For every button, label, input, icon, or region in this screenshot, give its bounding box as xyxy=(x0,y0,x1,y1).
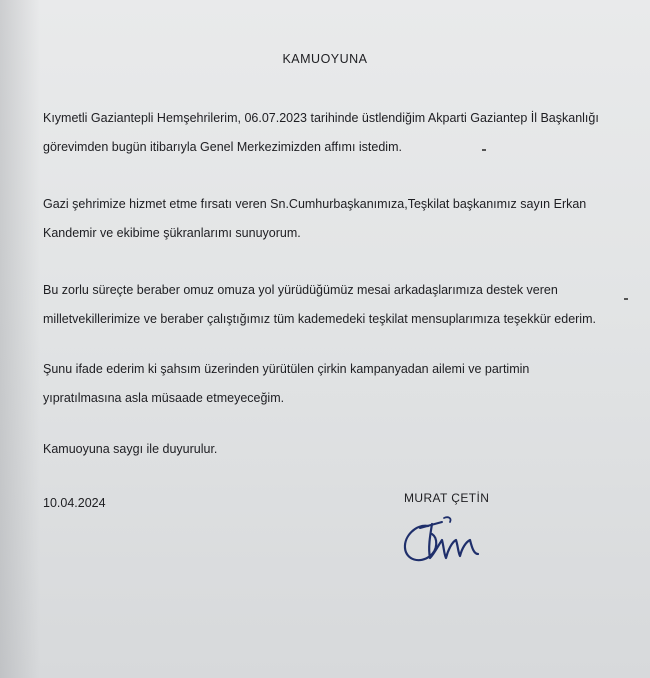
page-shadow xyxy=(0,0,40,678)
paragraph-line: Bu zorlu süreçte beraber omuz omuza yol yürüdüğümüz mesai arkadaşlarımıza destek veren xyxy=(43,283,558,297)
paragraph-line: yıpratılmasına asla müsaade etmeyeceğim. xyxy=(43,391,285,405)
paragraph-line: milletvekillerimize ve beraber çalıştığımız tüm kademedeki teşkilat mensuplarımıza teşekkür ederim. xyxy=(43,312,596,326)
stray-mark xyxy=(482,149,486,151)
paragraph-line: Kıymetli Gaziantepli Hemşehrilerim, 06.07.2023 tarihinde üstlendiğim Akparti Gaziantep İl Başkanlığı xyxy=(43,111,599,125)
paragraph-line: Kamuoyuna saygı ile duyurulur. xyxy=(43,442,218,456)
paragraph-campaign xyxy=(43,355,643,413)
paragraph-line: Kandemir ve ekibime şükranlarımı sunuyorum. xyxy=(43,226,301,240)
paragraph-colleagues xyxy=(43,276,643,334)
paragraph-line: Şunu ifade ederim ki şahsım üzerinden yürütülen çirkin kampanyadan ailemi ve partimin xyxy=(43,362,530,376)
paragraph-line: görevimden bugün itibarıyla Genel Merkezimizden affımı istedim. xyxy=(43,140,402,154)
paragraph-resignation xyxy=(43,104,643,162)
document-title: KAMUOYUNA xyxy=(282,52,368,66)
signature-image xyxy=(398,510,498,572)
paragraph-line: Gazi şehrimize hizmet etme fırsatı veren Sn.Cumhurbaşkanımıza,Teşkilat başkanımız sayın Erkan xyxy=(43,197,587,211)
signer-name: MURAT ÇETİN xyxy=(404,491,490,505)
paragraph-thanks xyxy=(43,190,643,248)
stray-mark xyxy=(624,298,628,300)
paragraph-closing xyxy=(43,435,643,464)
document-date: 10.04.2024 xyxy=(43,496,106,510)
